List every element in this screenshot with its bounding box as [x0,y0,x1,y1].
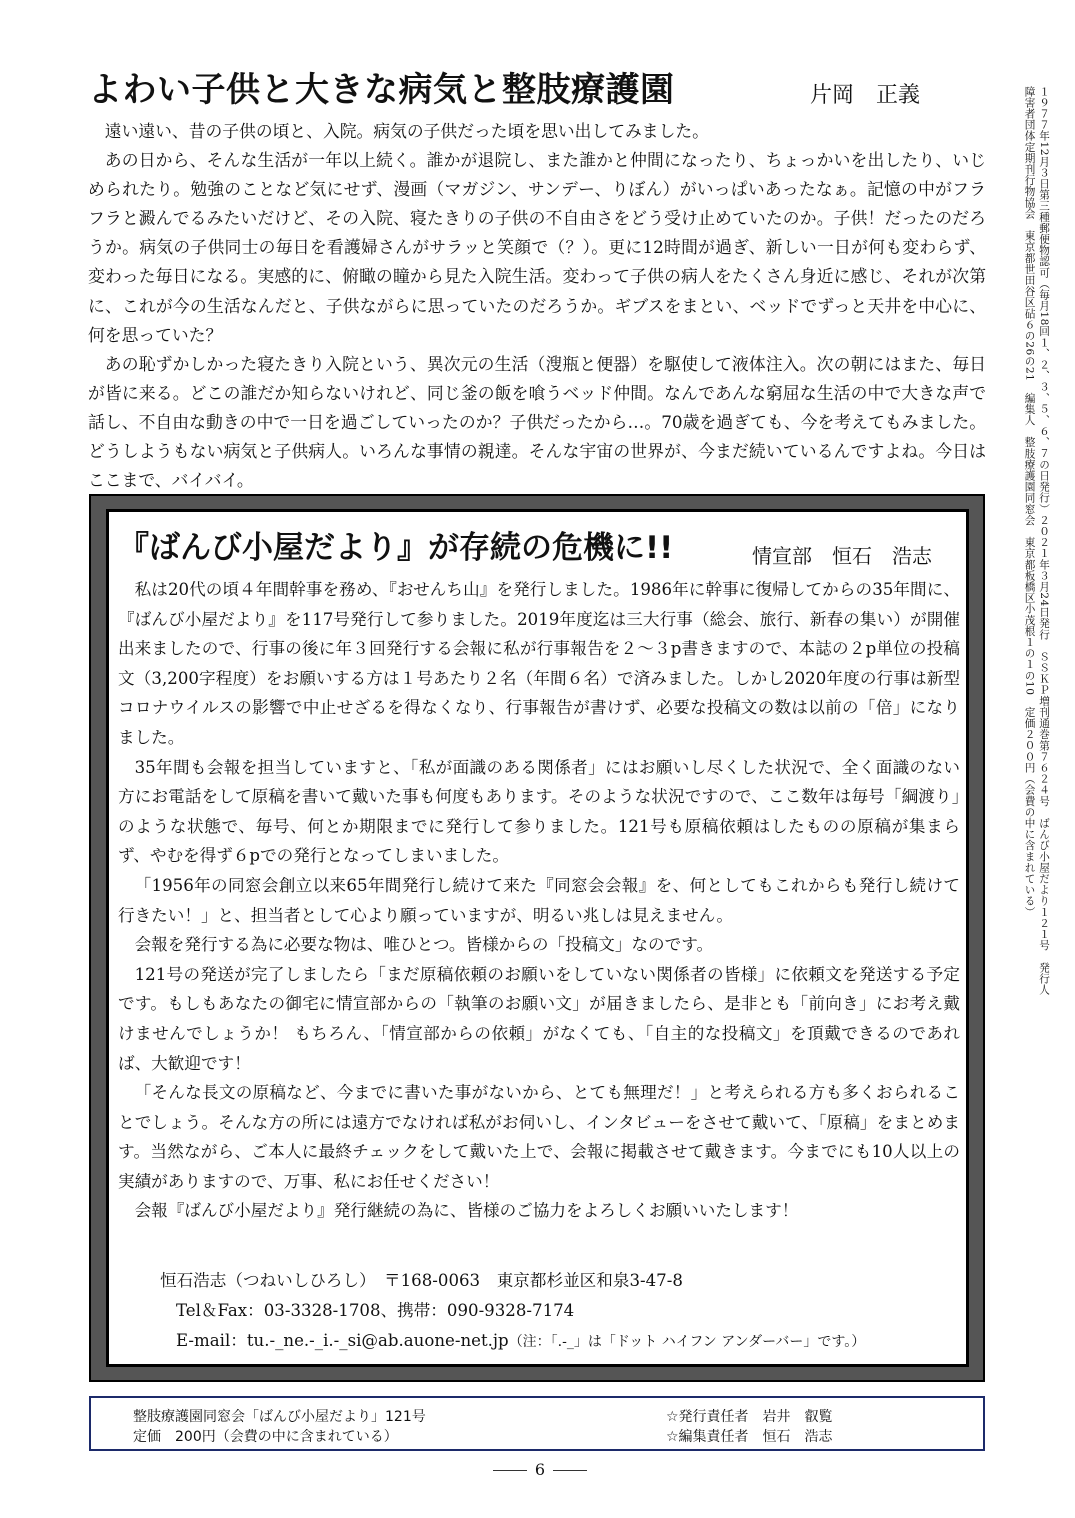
contact-email-note: （注：「.-_」は「ドット ハイフン アンダーバー」です。） [508,1334,866,1350]
contact-address: 恒石浩志（つねいしひろし） 〒168-0063 東京都杉並区和泉3-47-8 [160,1271,683,1290]
article1-paragraph: 遠い遠い、昔の子供の頃と、入院。病気の子供だった頃を思い出してみました。 [104,121,709,141]
contact-email[interactable]: E-mail：tu.-_ne.-_i.-_si@ab.auone-net.jp [176,1331,509,1350]
article2-paragraph: 会報『ばんび小屋だより』発行継続の為に、皆様のご協力をよろしくお願いいたします！ [134,1201,799,1221]
article1-body [88,117,986,495]
footer-publication: 整肢療護園同窓会「ばんび小屋だより」121号 [133,1409,426,1425]
article2-paragraph: 「1956年の同窓会創立以来65年間発行し続けて来た『同窓会会報』を、何としてもこれからも発行し続けて行きたい！」と、担当者として心より願っていますが、明るい兆しは見えません。 [118,875,960,925]
footer-editor: ☆編集責任者 恒石 浩志 [666,1429,833,1445]
page-number [480,1460,600,1479]
footer-publisher: ☆発行責任者 岩井 叡覧 [666,1409,833,1425]
article1-author: 片岡 正義 [810,83,921,108]
vertical-imprint: １９７７年12月３日第三種郵便物認可（毎月18回１、２、３、５、６、７の日発行）２０２１年３月24日発行 ＳＳＫＰ増刊通巻第７６２４号 ばんび小屋だより１２１号 発行人 障害者団体定期刊行物協会 東京都世田谷区砧６の26の21 編集人 整肢療護園同窓会 東京都板橋区小茂根１の１の10 定価２００円（会費の中に含まれている） [1023,86,1050,1007]
page-number-value: 6 [534,1460,546,1479]
contact-email-line [160,1326,865,1357]
footer-price: 定価 200円（会費の中に含まれている） [133,1429,398,1445]
article1-title: よわい子供と大きな病気と整肢療護園 [88,70,675,110]
article2-paragraph: 会報を発行する為に必要な物は、唯ひとつ。皆様からの「投稿文」なのです。 [134,935,714,955]
article2-paragraph: 35年間も会報を担当していますと、「私が面識のある関係者」にはお願いし尽くした状況で、全く面識のない方にお電話をして原稿を書いて戴いた事も何度もあります。そのような状況ですので、ここ数年は毎号「綱渡り」のような状態で、毎号、何とか期限までに発行して参りました。121号も原稿依頼はしたものの原稿が集まらず、やむを得ず６pでの発行となってしまいました。 [118,757,960,866]
contact-phone: Tel＆Fax：03-3328-1708、携帯：090-9328-7174 [176,1301,575,1320]
article1-paragraph: あの日から、そんな生活が一年以上続く。誰かが退院し、また誰かと仲間になったり、ちょっかいを出したり、いじめられたり。勉強のことなど気にせず、漫画（マガジン、サンデー、りぼん）がいっぱいあったなぁ。記憶の中がフラフラと澱んでるみたいだけど、その入院、寝たきりの子供の不自由さをどう受け止めていたのか。子供！だったのだろうか。病気の子供同士の毎日を看護婦さんがサラッと笑顔で（？）。更に12時間が過ぎ、新しい一日が何も変わらず、変わった毎日になる。実感的に、俯瞰の瞳から見た入院生活。変わって子供の病人をたくさん身近に感じ、それが次第に、これが今の生活なんだと、子供ながらに思っていたのだろうか。ギブスをまとい、ベッドでずっと天井を中心に、何を思っていた？ [88,150,986,345]
contact-block [160,1266,865,1357]
article2-paragraph: 「そんな長文の原稿など、今までに書いた事がないから、とても無理だ！」と考えられる方も多くおられることでしょう。そんな方の所には遠方でなければ私がお伺いし、インタビューをさせて戴いて、「原稿」をまとめます。当然ながら、ご本人に最終チェックをして戴いた上で、会報に掲載させて戴きます。今までにも10人以上の実績がありますので、万事、私にお任せください！ [118,1083,960,1191]
article2-paragraph: 私は20代の頃４年間幹事を務め、『おせんち山』を発行しました。1986年に幹事に復帰してからの35年間に、『ばんび小屋だより』を117号発行して参りました。2019年度迄は三大行事（総会、旅行、新春の集い）が開催出来ましたので、行事の後に年３回発行する会報に私が行事報告を２～３p書きますので、本誌の２p単位の投稿文（3,200字程度）をお願いする方は１号あたり２名（年間６名）で済みました。しかし2020年度の行事は新型コロナウイルスの影響で中止せざるを得なくなり、行事報告が書けず、必要な投稿文の数は以前の「倍」になりました。 [118,580,960,747]
dash-right [553,1470,587,1471]
article1-paragraph: あの恥ずかしかった寝たきり入院という、異次元の生活（溲瓶と便器）を駆使して液体注入。次の朝にはまた、毎日が皆に来る。どこの誰だか知らないけれど、同じ釜の飯を喰うベッド仲間。なんであんな窮屈な生活の中で大きな声で話し、不自由な動きの中で一日を過ごしていったのか？子供だったから…。70歳を過ぎても、今を考えてもみました。どうしようもない病気と子供病人。いろんな事情の親達。そんな宇宙の世界が、今まだ続いているんですよね。今日はここまで、バイバイ。 [88,353,986,491]
dash-left [493,1470,527,1471]
footer-box [89,1396,985,1451]
article2-paragraph: 121号の発送が完了しましたら「まだ原稿依頼のお願いをしていない関係者の皆様」に依頼文を発送する予定です。もしもあなたの御宅に情宣部からの「執筆のお願い文」が届きましたら、是非とも「前向き」にお考え戴けませんでしょうか！ もちろん、「情宣部からの依頼」がなくても、「自主的な投稿文」を頂戴できるのであれば、大歓迎です！ [118,964,960,1073]
article2-author: 情宣部 恒石 浩志 [752,544,932,568]
article2-body [118,575,960,1226]
article2-title: 『ばんび小屋だより』が存続の危機に!! [118,530,674,566]
